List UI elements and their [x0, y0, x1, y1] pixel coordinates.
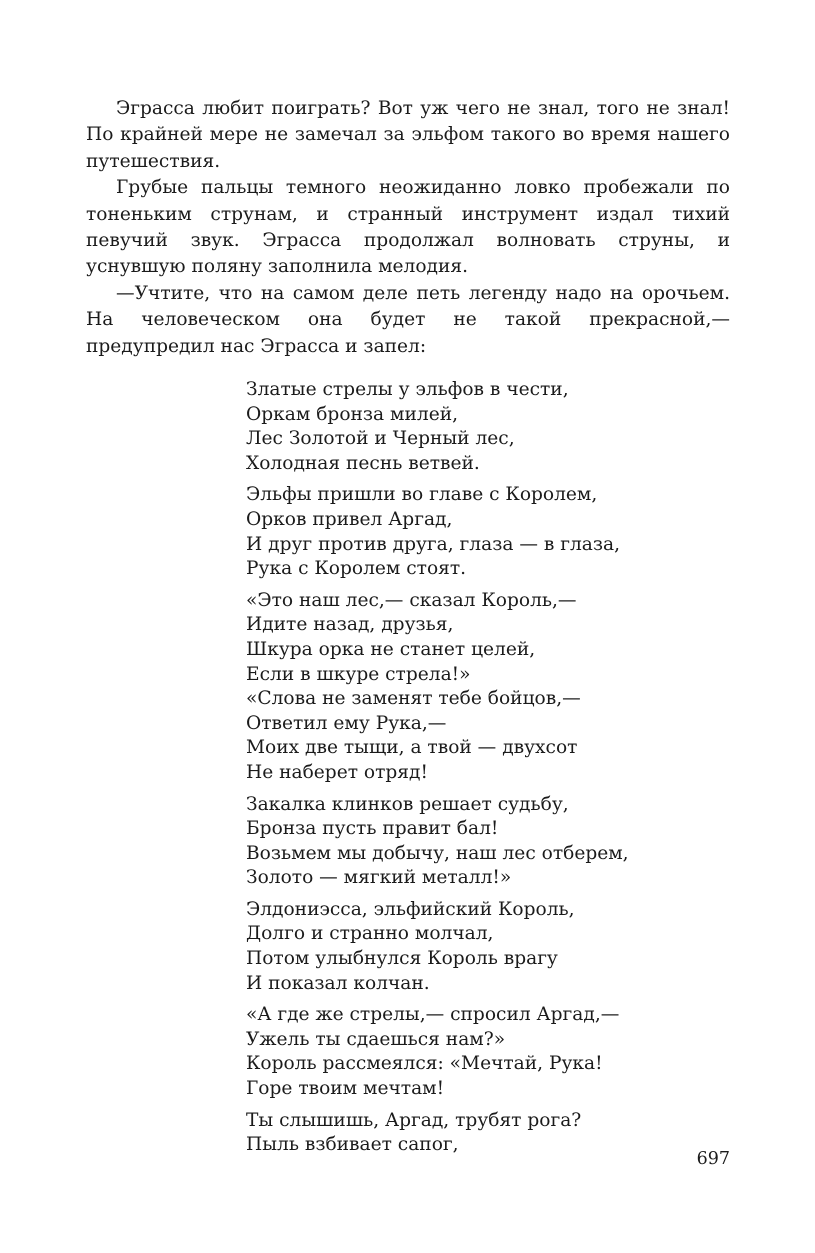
poem-line: Лес Золотой и Черный лес, — [246, 428, 515, 450]
poem-line: Моих две тыщи, а твой — двухсот — [246, 737, 578, 759]
poem-line: Ты слышишь, Аргад, трубят рога? — [246, 1109, 582, 1131]
page-number: 697 — [696, 1149, 730, 1169]
poem-line: Не наберет отряд! — [246, 761, 428, 783]
prose-block — [86, 96, 730, 360]
poem-line: Эльфы пришли во главе с Королем, — [246, 484, 598, 506]
poem-line: Рука с Королем стоят. — [246, 558, 467, 580]
poem-stanza — [246, 1003, 629, 1101]
prose-paragraph: —Учтите, что на самом деле петь легенду надо на орочьем. На человеческом она будет не такой прекрасной,— предупредил нас Эграсса и запел: — [86, 282, 730, 357]
poem-line: Орков привел Аргад, — [246, 508, 453, 530]
poem-line: Ответил ему Рука,— — [246, 712, 447, 734]
poem-stanza — [246, 589, 629, 786]
poem-stanza — [246, 1109, 629, 1158]
poem-line: Король рассмеялся: «Мечтай, Рука! — [246, 1053, 603, 1075]
prose-paragraph: Грубые пальцы темного неожиданно ловко пробежали по тоненьким струнам, и странный инструмент издал тихий певучий звук. Эграсса продолжал волновать струны, и уснувшую поляну заполнила мелодия. — [86, 177, 730, 278]
poem-line: Долго и странно молчал, — [246, 923, 494, 945]
poem-stanza — [246, 793, 629, 891]
poem-stanza — [246, 483, 629, 581]
poem-line: Возьмем мы добычу, наш лес отберем, — [246, 842, 629, 864]
poem-line: Оркам бронза милей, — [246, 403, 459, 425]
poem-line: Если в шкуре стрела!» — [246, 663, 471, 685]
poem-stanza — [246, 898, 629, 996]
page-body — [86, 96, 730, 360]
poem-line: Холодная песнь ветвей. — [246, 452, 480, 474]
poem-line: Потом улыбнулся Король врагу — [246, 948, 558, 970]
poem-line: Идите назад, друзья, — [246, 614, 454, 636]
poem — [246, 378, 629, 1165]
poem-line: Ужель ты сдаешься нам?» — [246, 1028, 506, 1050]
poem-line: Золото — мягкий металл!» — [246, 867, 512, 889]
poem-stanza — [246, 378, 629, 476]
poem-line: И показал колчан. — [246, 972, 430, 994]
poem-line: Пыль взбивает сапог, — [246, 1134, 459, 1156]
poem-line: Закалка клинков решает судьбу, — [246, 793, 569, 815]
poem-line: Горе твоим мечтам! — [246, 1078, 445, 1100]
poem-line: Шкура орка не станет целей, — [246, 638, 536, 660]
poem-line: «Это наш лес,— сказал Король,— — [246, 589, 577, 611]
poem-line: Златые стрелы у эльфов в чести, — [246, 379, 569, 400]
poem-line: И друг против друга, глаза — в глаза, — [246, 533, 620, 555]
prose-paragraph: Эграсса любит поиграть? Вот уж чего не знал, того не знал! По крайней мере не замечал за эльфом такого во время нашего путешествия. — [86, 98, 730, 172]
poem-line: Элдониэсса, эльфийский Король, — [246, 898, 575, 920]
poem-line: «Слова не заменят тебе бойцов,— — [246, 688, 581, 710]
poem-line: «А где же стрелы,— спросил Аргад,— — [246, 1004, 620, 1026]
poem-line: Бронза пусть правит бал! — [246, 818, 499, 840]
